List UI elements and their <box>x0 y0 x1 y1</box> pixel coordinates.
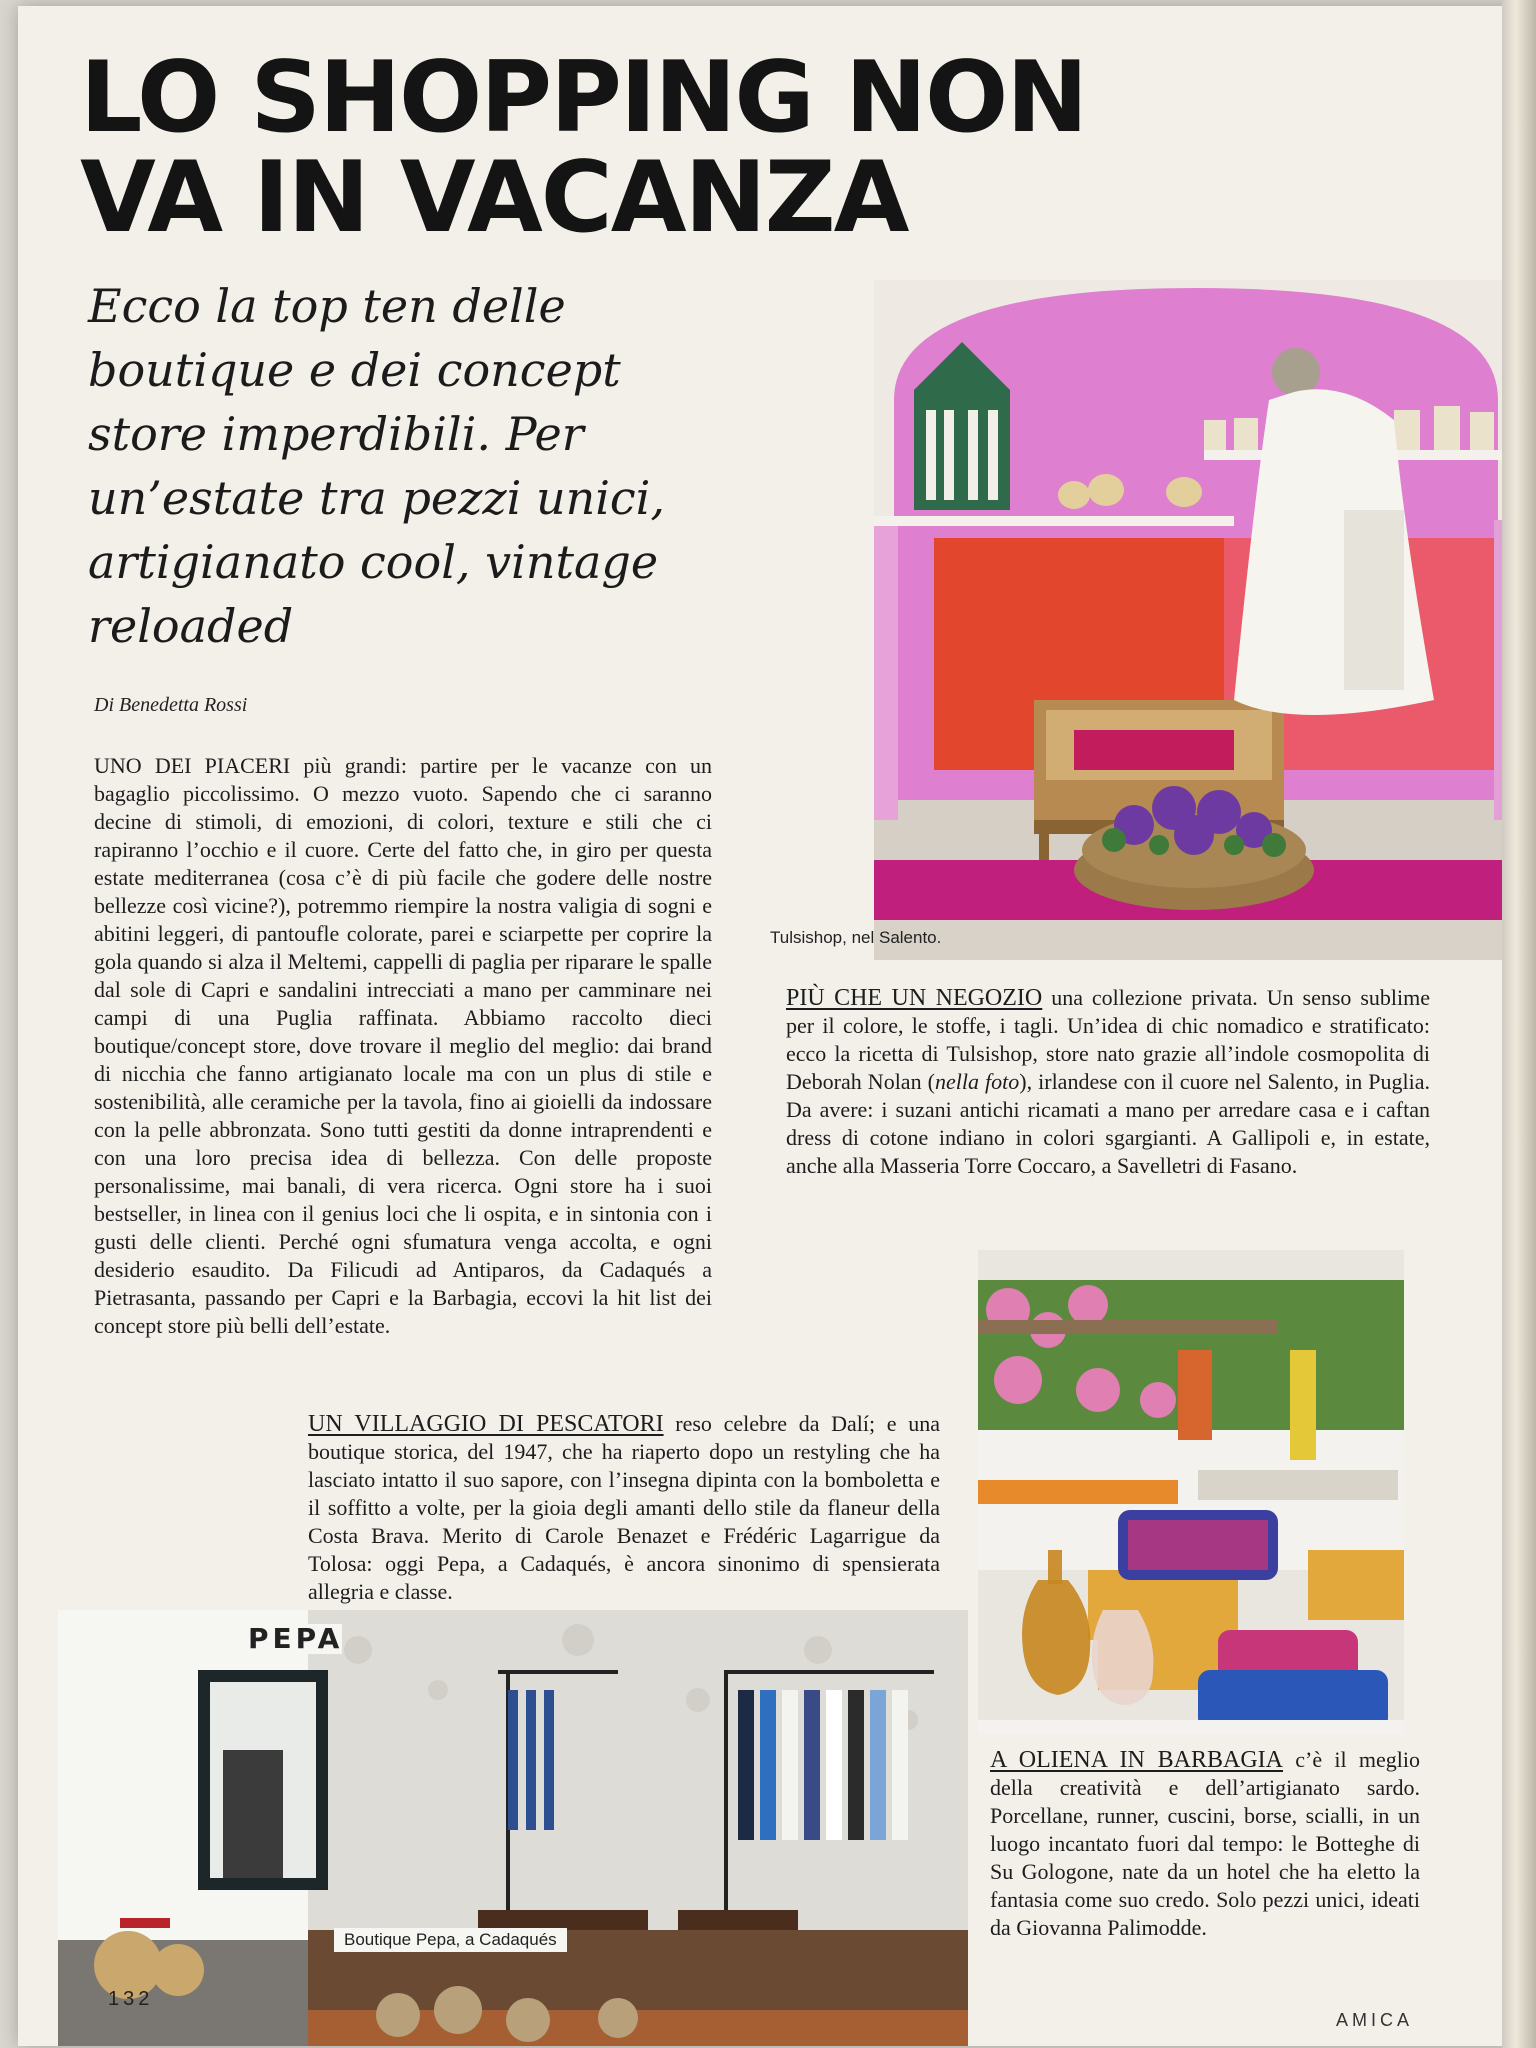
intro-lead: UNO DEI PIACERI <box>94 753 291 778</box>
oliena-paragraph <box>990 1746 1420 1942</box>
headline <box>80 41 1280 255</box>
oliena-illustration <box>978 1250 1404 1734</box>
byline: Di Benedetta Rossi <box>94 694 248 716</box>
pepa-illustration <box>58 1610 968 2046</box>
intro-paragraph <box>94 752 712 1340</box>
oliena-text: c’è il meglio della creatività e dell’artigianato sardo. Porcellane, runner, cuscini, borse, scialli, in un luogo incantato fuori dal tempo: le Botteghe di Su Gologone, nate da un hotel che ha eletto la fantasia come suo credo. Solo pezzi unici, ideati da Giovanna Palimodde. <box>990 1747 1420 1940</box>
pepa-text: reso celebre da Dalí; e una boutique storica, del 1947, che ha riaperto dopo un restyling che ha lasciato intatto il suo sapore, con l’insegna dipinta con la bomboletta e il soffitto a volte, per la gioia degli amanti dello stile da flaneur della Costa Brava. Merito di Carole Benazet e Frédéric Lagarrigue da Tolosa: oggi Pepa, a Cadaqués, è ancora sinonimo di spensierata allegria e classe. <box>308 1411 940 1604</box>
tulsishop-text-b: ), irlandese con il cuore nel Salento, in Puglia. Da avere: i suzani antichi ricamati a mano per arredare casa e i caftan dress di cotone indiano in colori sgargianti. A Gallipoli e, in estate, anche alla Masseria Torre Coccaro, a Savelletri di Fasano. <box>786 1069 1431 1178</box>
page-edge <box>1502 0 1536 2048</box>
tulsishop-text-em: nella foto <box>934 1069 1020 1094</box>
headline-line-1: LO SHOPPING NON <box>80 41 1087 155</box>
pepa-caption: Boutique Pepa, a Cadaqués <box>334 1928 567 1952</box>
pepa-sign: PEPA <box>248 1622 344 1655</box>
tulsishop-caption: Tulsishop, nel Salento. <box>770 928 942 947</box>
magazine-brand: AMICA <box>1336 2010 1414 2030</box>
oliena-lead: A OLIENA IN BARBAGIA <box>990 1747 1283 1773</box>
tulsishop-photo <box>874 280 1518 960</box>
tulsishop-illustration <box>874 280 1518 960</box>
headline-line-2: VA IN VACANZA <box>80 141 908 255</box>
pepa-paragraph <box>308 1410 940 1606</box>
deck-subtitle: Ecco la top ten delle boutique e dei concept store imperdibili. Per un’estate tra pezzi unici, artigianato cool, vintage reloaded <box>88 279 665 653</box>
tulsishop-text-a: una collezione privata. Un senso sublime per il colore, le stoffe, i tagli. Un’idea di chic nomadico e stratificato: ecco la ricetta di Tulsishop, store nato grazie all’indole cosmopolita di Deborah Nolan ( <box>786 985 1430 1094</box>
pepa-photo <box>58 1610 968 2046</box>
magazine-page <box>18 6 1518 2046</box>
pepa-lead: UN VILLAGGIO DI PESCATORI <box>308 1411 664 1437</box>
oliena-photo <box>978 1250 1404 1734</box>
tulsishop-paragraph <box>786 984 1430 1180</box>
intro-text: più grandi: partire per le vacanze con un bagaglio piccolissimo. O mezzo vuoto. Sapendo che ci saranno decine di stimoli, di emozioni, di colori, texture e stili che ci rapiranno l’occhio e il cuore. Certe del fatto che, in giro per questa estate mediterranea (cosa c’è di più facile che godere delle nostre bellezze così vicine?), potremmo riempire la nostra valigia di sogni e abitini leggeri, di pantoufle colorate, parei e sciarpette per coprire la gola quando si alza il Meltemi, cappelli di paglia per riparare le spalle dal sole di Capri e sandalini intrecciati a mano per camminare nei campi di una Puglia raffinata. Abbiamo raccolto dieci boutique/concept store, dove trovare il meglio del meglio: dai brand di nicchia che fanno artigianato locale ma con un plus di stile e sostenibilità, alle ceramiche per la tavola, fino ai gioielli da indossare con la pelle abbronzata. Sono tutti gestiti da donne intraprendenti e con una loro precisa idea di bellezza. Con delle proposte personalissime, mai banali, di vera ricerca. Ogni store ha i suoi bestseller, in linea con il genius loci che li ospita, e in sintonia con i gusti delle clienti. Perché ogni sfumatura venga accolta, e ogni desiderio esaudito. Da Filicudi ad Antiparos, da Cadaqués a Pietrasanta, passando per Capri e la Barbagia, eccovi la hit list dei concept store più belli dell’estate. <box>94 753 712 1338</box>
page-number: 132 <box>108 1988 154 2010</box>
tulsishop-lead: PIÙ CHE UN NEGOZIO <box>786 985 1043 1011</box>
